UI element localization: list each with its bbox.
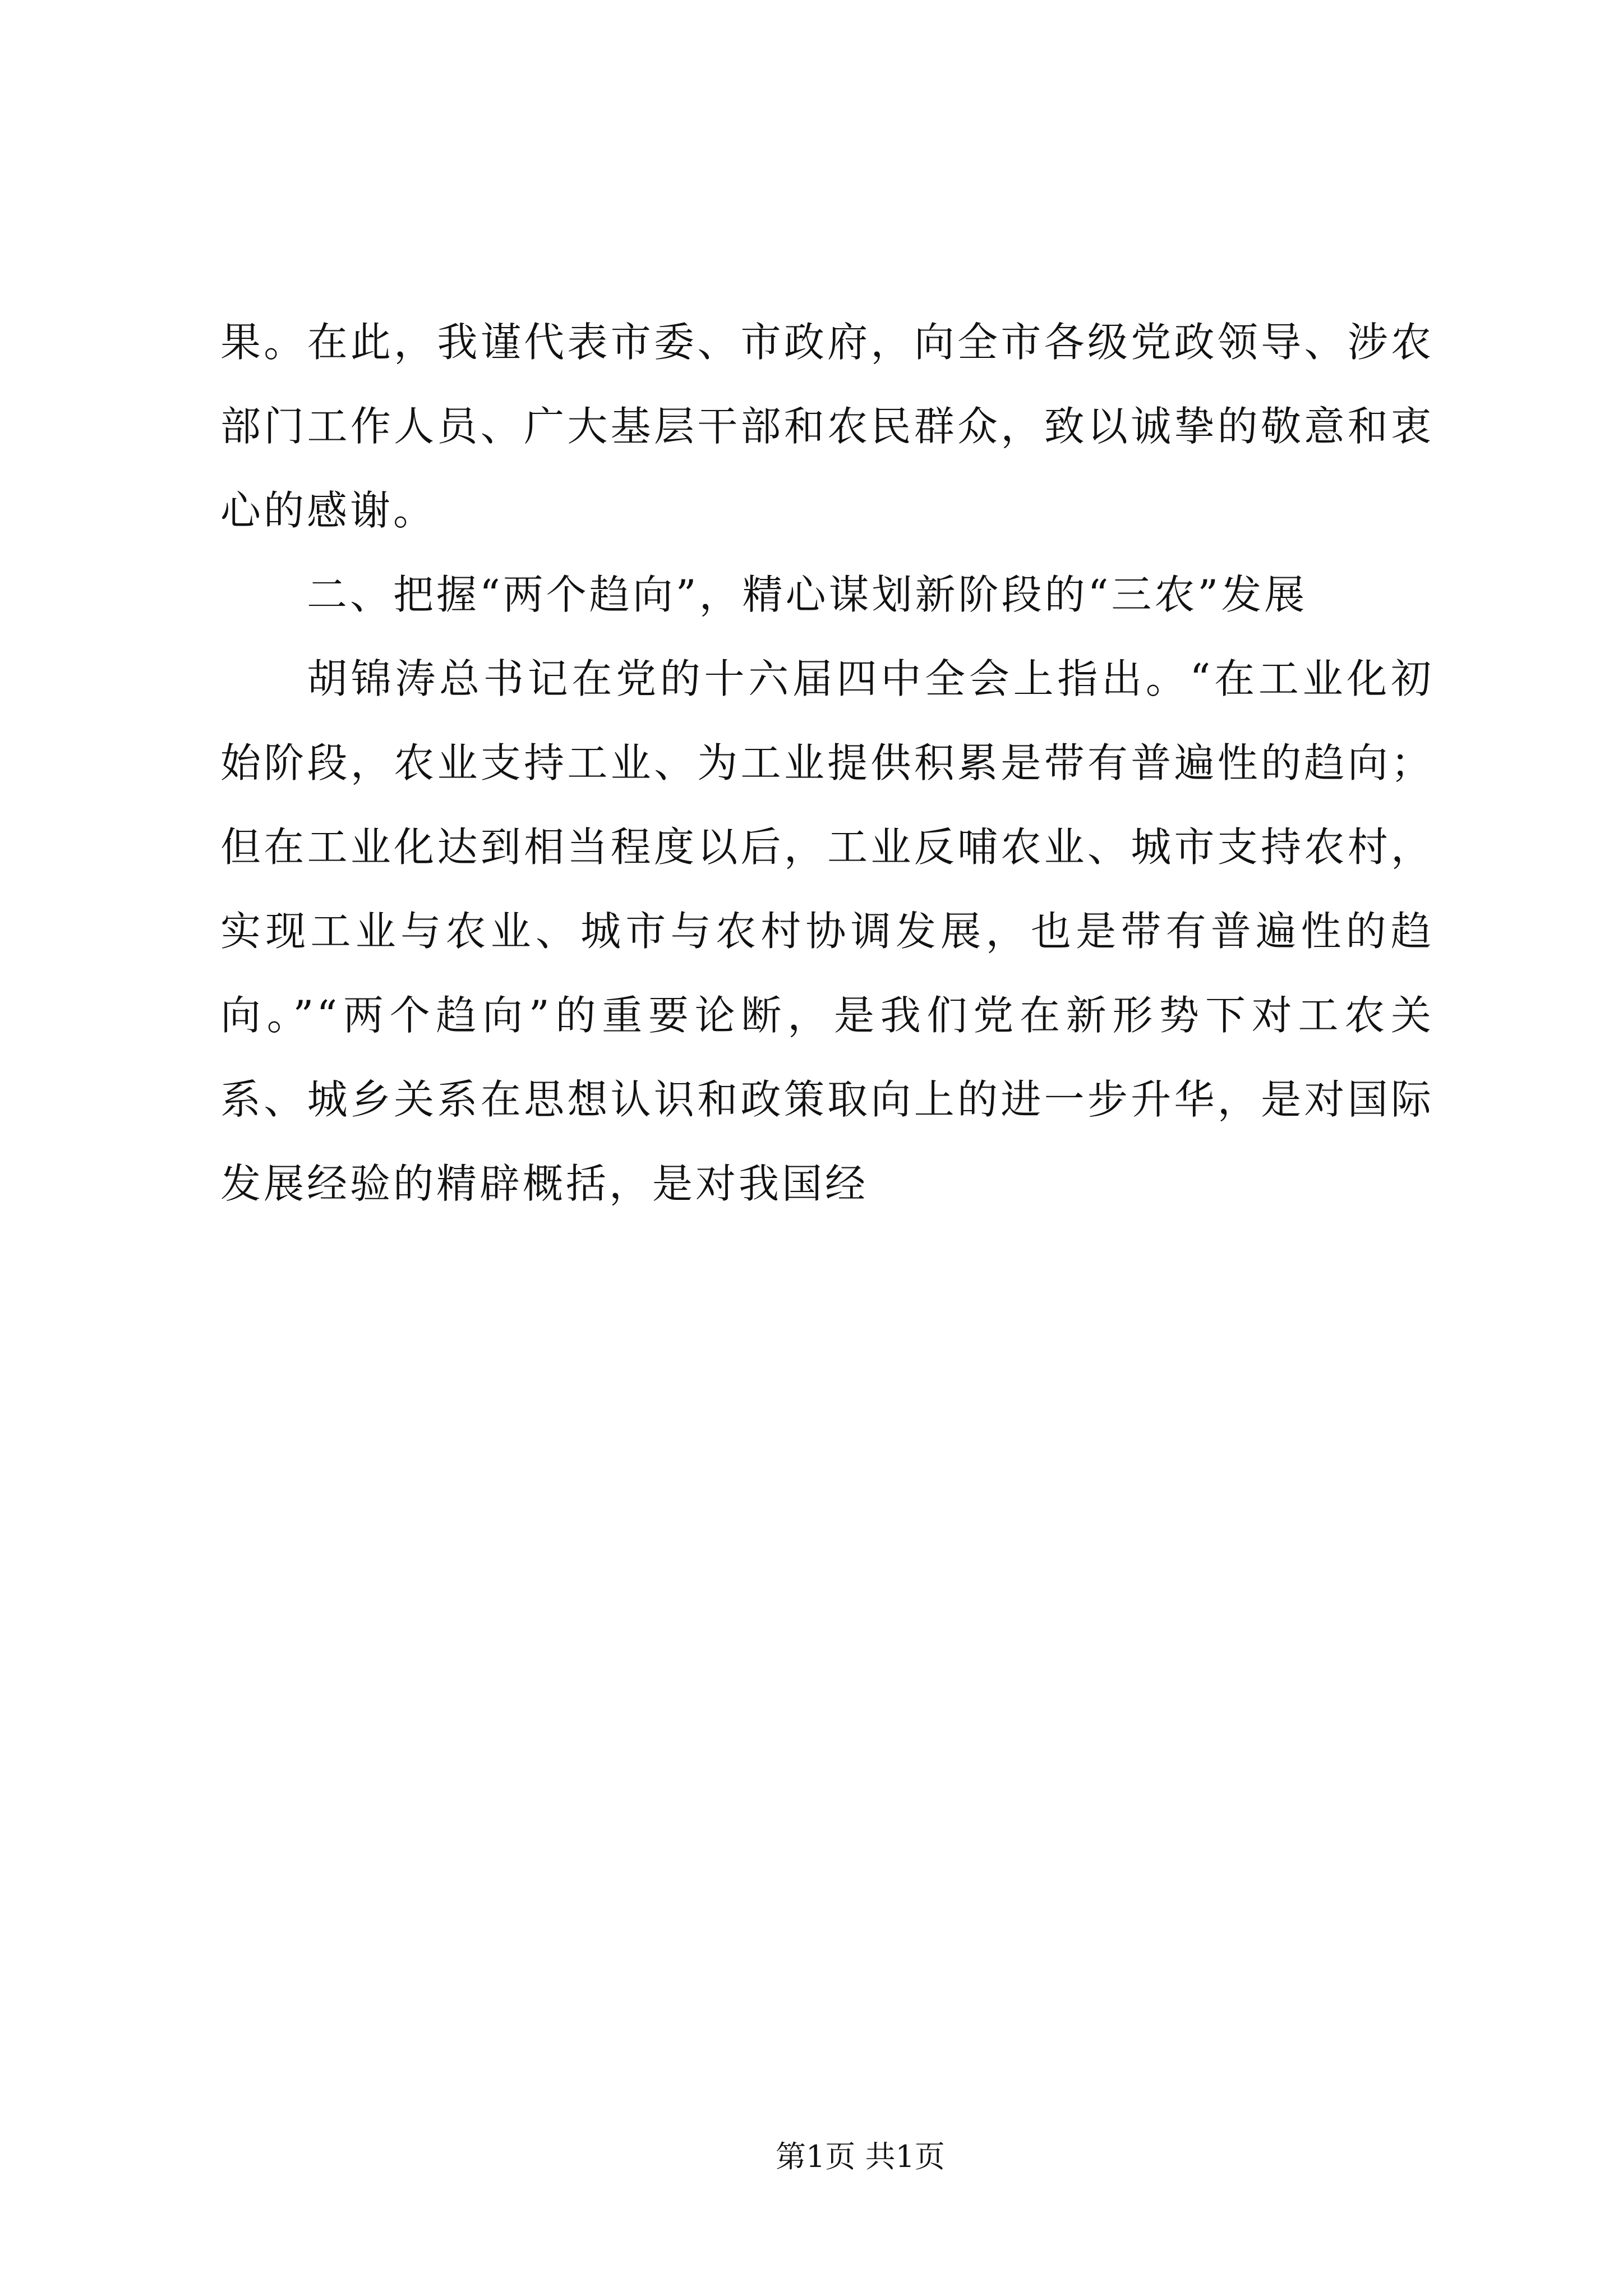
paragraph	[220, 300, 1434, 553]
paragraph	[220, 637, 1434, 1226]
text-line: 果。在此，我谨代表市委、市政府，向全市各级党政领导、涉农	[220, 319, 1434, 366]
page-number: 第1页 共1页	[776, 2139, 945, 2174]
text-line: 向。”“两个趋向”的重要论断，是我们党在新形势下对工农关	[220, 992, 1434, 1039]
text-line: 系、城乡关系在思想认识和政策取向上的进一步升华，是对国际	[220, 1076, 1434, 1123]
text-line: 胡锦涛总书记在党的十六届四中全会上指出。“在工业化初	[307, 655, 1434, 702]
text-line: 始阶段，农业支持工业、为工业提供积累是带有普遍性的趋向；	[220, 739, 1434, 786]
text-line: 发展经验的精辟概括，是对我国经	[220, 1160, 869, 1207]
document-body	[220, 300, 1434, 1226]
text-line: 实现工业与农业、城市与农村协调发展，也是带有普遍性的趋	[220, 908, 1434, 955]
text-line: 部门工作人员、广大基层干部和农民群众，致以诚挚的敬意和衷	[220, 403, 1434, 450]
text-line: 心的感谢。	[220, 487, 437, 534]
section-heading-block	[220, 553, 1434, 637]
section-heading: 二、把握“两个趋向”，精心谋划新阶段的“三农”发展	[307, 571, 1308, 618]
text-line: 但在工业化达到相当程度以后，工业反哺农业、城市支持农村，	[220, 823, 1434, 871]
